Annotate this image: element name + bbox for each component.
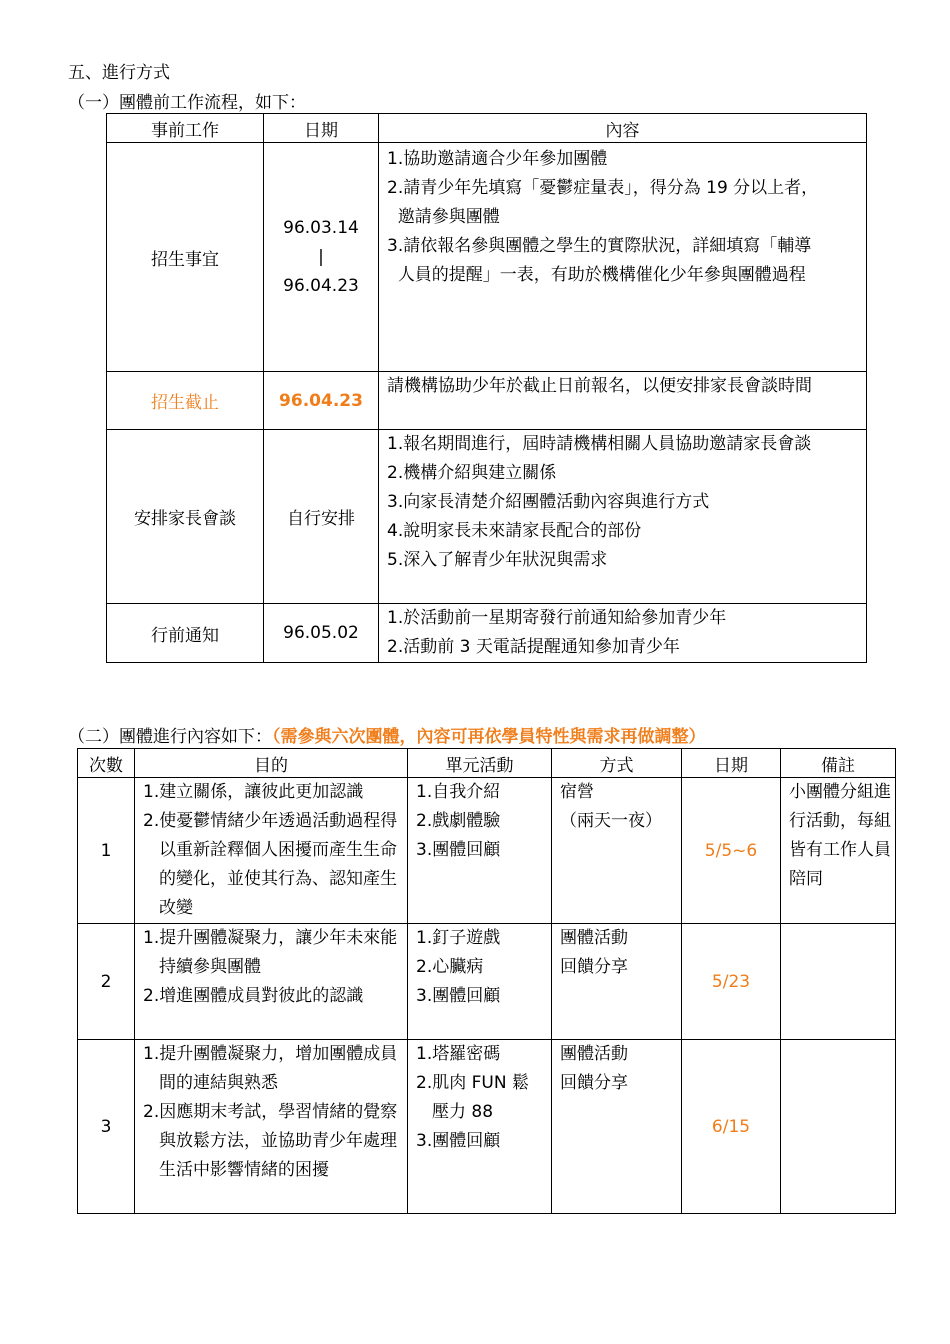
list-item: 5.深入了解青少年狀況與需求 [387, 550, 608, 570]
task-cell: 招生事宜 [107, 143, 264, 372]
subsection-heading-1: （一）團體前工作流程，如下： [68, 93, 306, 113]
content-cell [379, 604, 867, 663]
list-item: 2.心臟病 [416, 957, 484, 977]
table-header-row [107, 114, 867, 143]
list-item: 1.提升團體凝聚力，讓少年未來能持續參與團體 [143, 928, 398, 977]
note-cell [781, 924, 896, 1040]
content-cell [379, 143, 867, 372]
list-item: 1.協助邀請適合少年參加團體 [387, 149, 608, 169]
list-item: 3.團體回顧 [416, 1131, 501, 1151]
activities-cell [408, 1040, 552, 1214]
date-cell: 自行安排 [264, 430, 379, 604]
list-item: 1.自我介紹 [416, 782, 501, 802]
session-number: 1 [78, 778, 135, 924]
list-item: 2.增進團體成員對彼此的認識 [143, 986, 364, 1006]
table-row [107, 604, 867, 663]
list-item: 宿營 [560, 782, 594, 802]
list-item: 1.報名期間進行，屆時請機構相關人員協助邀請家長會談 [387, 434, 812, 454]
table-row [107, 372, 867, 430]
column-header: 事前工作 [107, 114, 264, 143]
list-item: 3.團體回顧 [416, 986, 501, 1006]
task-cell: 安排家長會談 [107, 430, 264, 604]
list-item: 2.活動前 3 天電話提醒通知參加青少年 [387, 637, 680, 657]
list-item: 2.戲劇體驗 [416, 811, 501, 831]
section-heading: 五、進行方式 [68, 63, 170, 83]
list-item: 4.說明家長未來請家長配合的部份 [387, 521, 642, 541]
group-sessions-table [77, 748, 896, 1214]
list-item: （兩天一夜） [560, 811, 662, 831]
content-cell [379, 372, 867, 430]
column-header: 方式 [552, 749, 682, 778]
list-item: 2.因應期末考試，學習情緒的覺察與放鬆方法，並協助青少年處理生活中影響情緒的困擾 [143, 1102, 398, 1180]
list-item: 回饋分享 [560, 1073, 628, 1093]
list-item: 人員的提醒」一表，有助於機構催化少年參與團體過程 [387, 265, 806, 285]
table-row [78, 924, 896, 1040]
table-row [78, 778, 896, 924]
list-item: 2.肌肉 FUN 鬆壓力 88 [416, 1073, 529, 1122]
column-header: 日期 [682, 749, 781, 778]
session-number: 3 [78, 1040, 135, 1214]
column-header: 內容 [379, 114, 867, 143]
session-date: 5/5~6 [682, 778, 781, 924]
activities-cell [408, 924, 552, 1040]
list-item: 2.請青少年先填寫「憂鬱症量表」，得分為 19 分以上者， [387, 178, 819, 198]
list-item: 3.請依報名參與團體之學生的實際狀況，詳細填寫「輔導 [387, 236, 812, 256]
table-header-row [78, 749, 896, 778]
list-item: 2.機構介紹與建立關係 [387, 463, 557, 483]
date-separator: | [318, 246, 324, 267]
method-cell [552, 778, 682, 924]
task-cell: 行前通知 [107, 604, 264, 663]
list-item: 1.建立關係，讓彼此更加認識 [143, 782, 364, 802]
date-start: 96.03.14 [283, 217, 359, 238]
session-number: 2 [78, 924, 135, 1040]
list-item: 1.釘子遊戲 [416, 928, 501, 948]
table-row [107, 143, 867, 372]
list-item: 回饋分享 [560, 957, 628, 977]
table-row [78, 1040, 896, 1214]
list-item: 3.向家長清楚介紹團體活動內容與進行方式 [387, 492, 710, 512]
column-header: 單元活動 [408, 749, 552, 778]
date-cell [264, 143, 379, 372]
list-item: 請機構協助少年於截止日前報名，以便安排家長會談時間 [387, 376, 812, 396]
date-cell: 96.05.02 [264, 604, 379, 663]
column-header: 備註 [781, 749, 896, 778]
task-cell: 招生截止 [107, 372, 264, 430]
subsection-heading-2 [68, 722, 706, 747]
date-end: 96.04.23 [283, 275, 359, 296]
list-item: 1.提升團體凝聚力，增加團體成員間的連結與熟悉 [143, 1044, 398, 1093]
table-row [107, 430, 867, 604]
list-item: 1.塔羅密碼 [416, 1044, 501, 1064]
list-item: 團體活動 [560, 1044, 628, 1064]
purpose-cell [135, 1040, 408, 1214]
activities-cell [408, 778, 552, 924]
subsection-heading-2-text: （二）團體進行內容如下： [68, 727, 272, 747]
content-cell [379, 430, 867, 604]
purpose-cell [135, 778, 408, 924]
pre-group-workflow-table [106, 113, 867, 663]
session-date: 5/23 [682, 924, 781, 1040]
list-item: 2.使憂鬱情緒少年透過活動過程得以重新詮釋個人困擾而產生生命的變化，並使其行為、認知產生改變 [143, 811, 398, 918]
note-cell [781, 1040, 896, 1214]
column-header: 日期 [264, 114, 379, 143]
method-cell [552, 924, 682, 1040]
list-item: 團體活動 [560, 928, 628, 948]
note-cell: 小團體分組進行活動，每組皆有工作人員陪同 [781, 778, 896, 924]
list-item: 1.於活動前一星期寄發行前通知給參加青少年 [387, 608, 727, 628]
date-cell: 96.04.23 [264, 372, 379, 430]
session-date: 6/15 [682, 1040, 781, 1214]
method-cell [552, 1040, 682, 1214]
purpose-cell [135, 924, 408, 1040]
list-item: 邀請參與團體 [387, 207, 500, 227]
column-header: 目的 [135, 749, 408, 778]
column-header: 次數 [78, 749, 135, 778]
subsection-heading-2-note: （需參與六次團體，內容可再依學員特性與需求再做調整） [272, 727, 706, 747]
list-item: 3.團體回顧 [416, 840, 501, 860]
